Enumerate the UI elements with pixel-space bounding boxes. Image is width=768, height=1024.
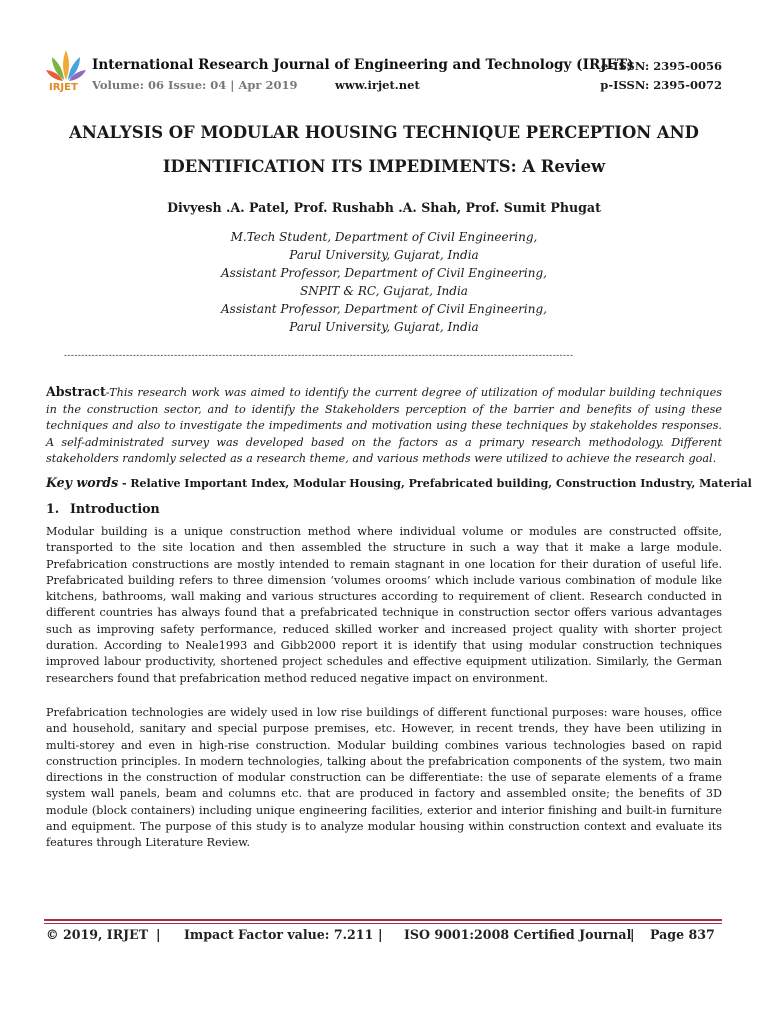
authors: Divyesh .A. Patel, Prof. Rushabh .A. Shah, Prof. Sumit Phugat [167, 200, 601, 215]
abstract-label: Abstract [46, 384, 106, 399]
e-issn: e-ISSN: 2395-0056 [601, 59, 722, 73]
abstract [46, 384, 722, 468]
body-paragraph: Prefabrication technologies are widely used in low rise buildings of different functional purposes: ware houses, office and household, sanitary and special purpose premises, etc. However, in recent trends, they have been utilizing in multi-storey and even in high-rise construction. Modular building combines various technologies based on rapid construction principles. In modern technologies, talking about the prefabrication components of the system, two main directions in the construction of modular construction can be differentiate: the use of separate elements of a frame system wall panels, beam and columns etc. that are produced in factory and assembled onsite; the benefits of 3D module (block containers) including unique engineering facilities, exterior and interior finishing and built-in furniture and equipment. The purpose of this study is to analyze modular housing within construction context and evaluate its features through Literature Review. [46, 706, 722, 850]
affiliation-line: Parul University, Gujarat, India [289, 320, 479, 334]
logo-text: IRJET [49, 82, 78, 93]
paper-title-line-2: IDENTIFICATION ITS IMPEDIMENTS: A Review [162, 157, 606, 176]
keywords [46, 475, 752, 490]
section-number: 1. [46, 501, 60, 516]
paper-title-line-1: ANALYSIS OF MODULAR HOUSING TECHNIQUE PERCEPTION AND [69, 123, 699, 142]
section-heading [46, 501, 160, 516]
affiliation-line: Assistant Professor, Department of Civil Engineering, [221, 302, 547, 316]
footer-rule [44, 923, 722, 924]
affiliation-line: M.Tech Student, Department of Civil Engineering, [230, 230, 538, 244]
keywords-text: - Relative Important Index, Modular Housing, Prefabricated building, Construction Industry, Material [118, 477, 752, 490]
irjet-logo [44, 48, 88, 94]
journal-title: International Research Journal of Engineering and Technology (IRJET) [92, 57, 634, 73]
footer-page-number: Page 837 [650, 927, 715, 942]
footer-copyright: © 2019, IRJET [46, 927, 149, 942]
footer-divider: | [630, 927, 635, 942]
volume-issue: Volume: 06 Issue: 04 | Apr 2019 [92, 78, 298, 92]
footer-rule [44, 919, 722, 921]
footer-divider: | [156, 927, 161, 942]
footer-iso: ISO 9001:2008 Certified Journal [404, 927, 632, 942]
affiliations [0, 228, 768, 336]
keywords-label: Key words [46, 475, 119, 490]
footer-impact-factor: Impact Factor value: 7.211 [184, 927, 374, 942]
affiliation-line: SNPIT & RC, Gujarat, India [300, 284, 468, 298]
page-footer [46, 927, 722, 942]
affiliation-line: Assistant Professor, Department of Civil Engineering, [221, 266, 547, 280]
body-paragraph: Modular building is a unique construction method where individual volume or modules are constructed offsite, transported to the site location and then assembled the structure in such a way that it make a large module. Prefabrication constructions are mostly intended to remain stagnant in one location for their duration of useful life. Prefabricated building refers to three dimension ‘volumes orooms’ which include various combination of module like kitchens, bathrooms, wall making and various structures according to requirement of client. Research conducted in different countries has always found that a prefabricated technique in construction sector offers various advantages such as improving safety performance, reduced skilled worker and increased project quality with shorter project duration. According to Neale1993 and Gibb2000 report it is identify that using modular construction techniques improved labour productivity, shortened project schedules and effective equipment utilization. Similarly, the German researchers found that prefabrication method reduced negative impact on environment. [46, 525, 722, 685]
footer-divider: | [378, 927, 383, 942]
p-issn: p-ISSN: 2395-0072 [600, 78, 722, 92]
website-link[interactable]: www.irjet.net [335, 78, 420, 92]
abstract-text: -This research work was aimed to identify the current degree of utilization of modular building techniques in the construction sector, and to identify the Stakeholders perception of the barrier and benefits of using these techniques and also to investigate the impediments and motivation using these techniques by stakeholdes responses. A self-administrated survey was developed based on the factors as a primary research methodology. Different stakeholders randomly selected as a research theme, and various methods were utilized to achieve the research goal. [46, 386, 722, 465]
section-separator: ---------------------------------------------------------------------------------------------------------------------------------------------------- [64, 351, 574, 361]
section-title: Introduction [70, 501, 160, 516]
affiliation-line: Parul University, Gujarat, India [289, 248, 479, 262]
